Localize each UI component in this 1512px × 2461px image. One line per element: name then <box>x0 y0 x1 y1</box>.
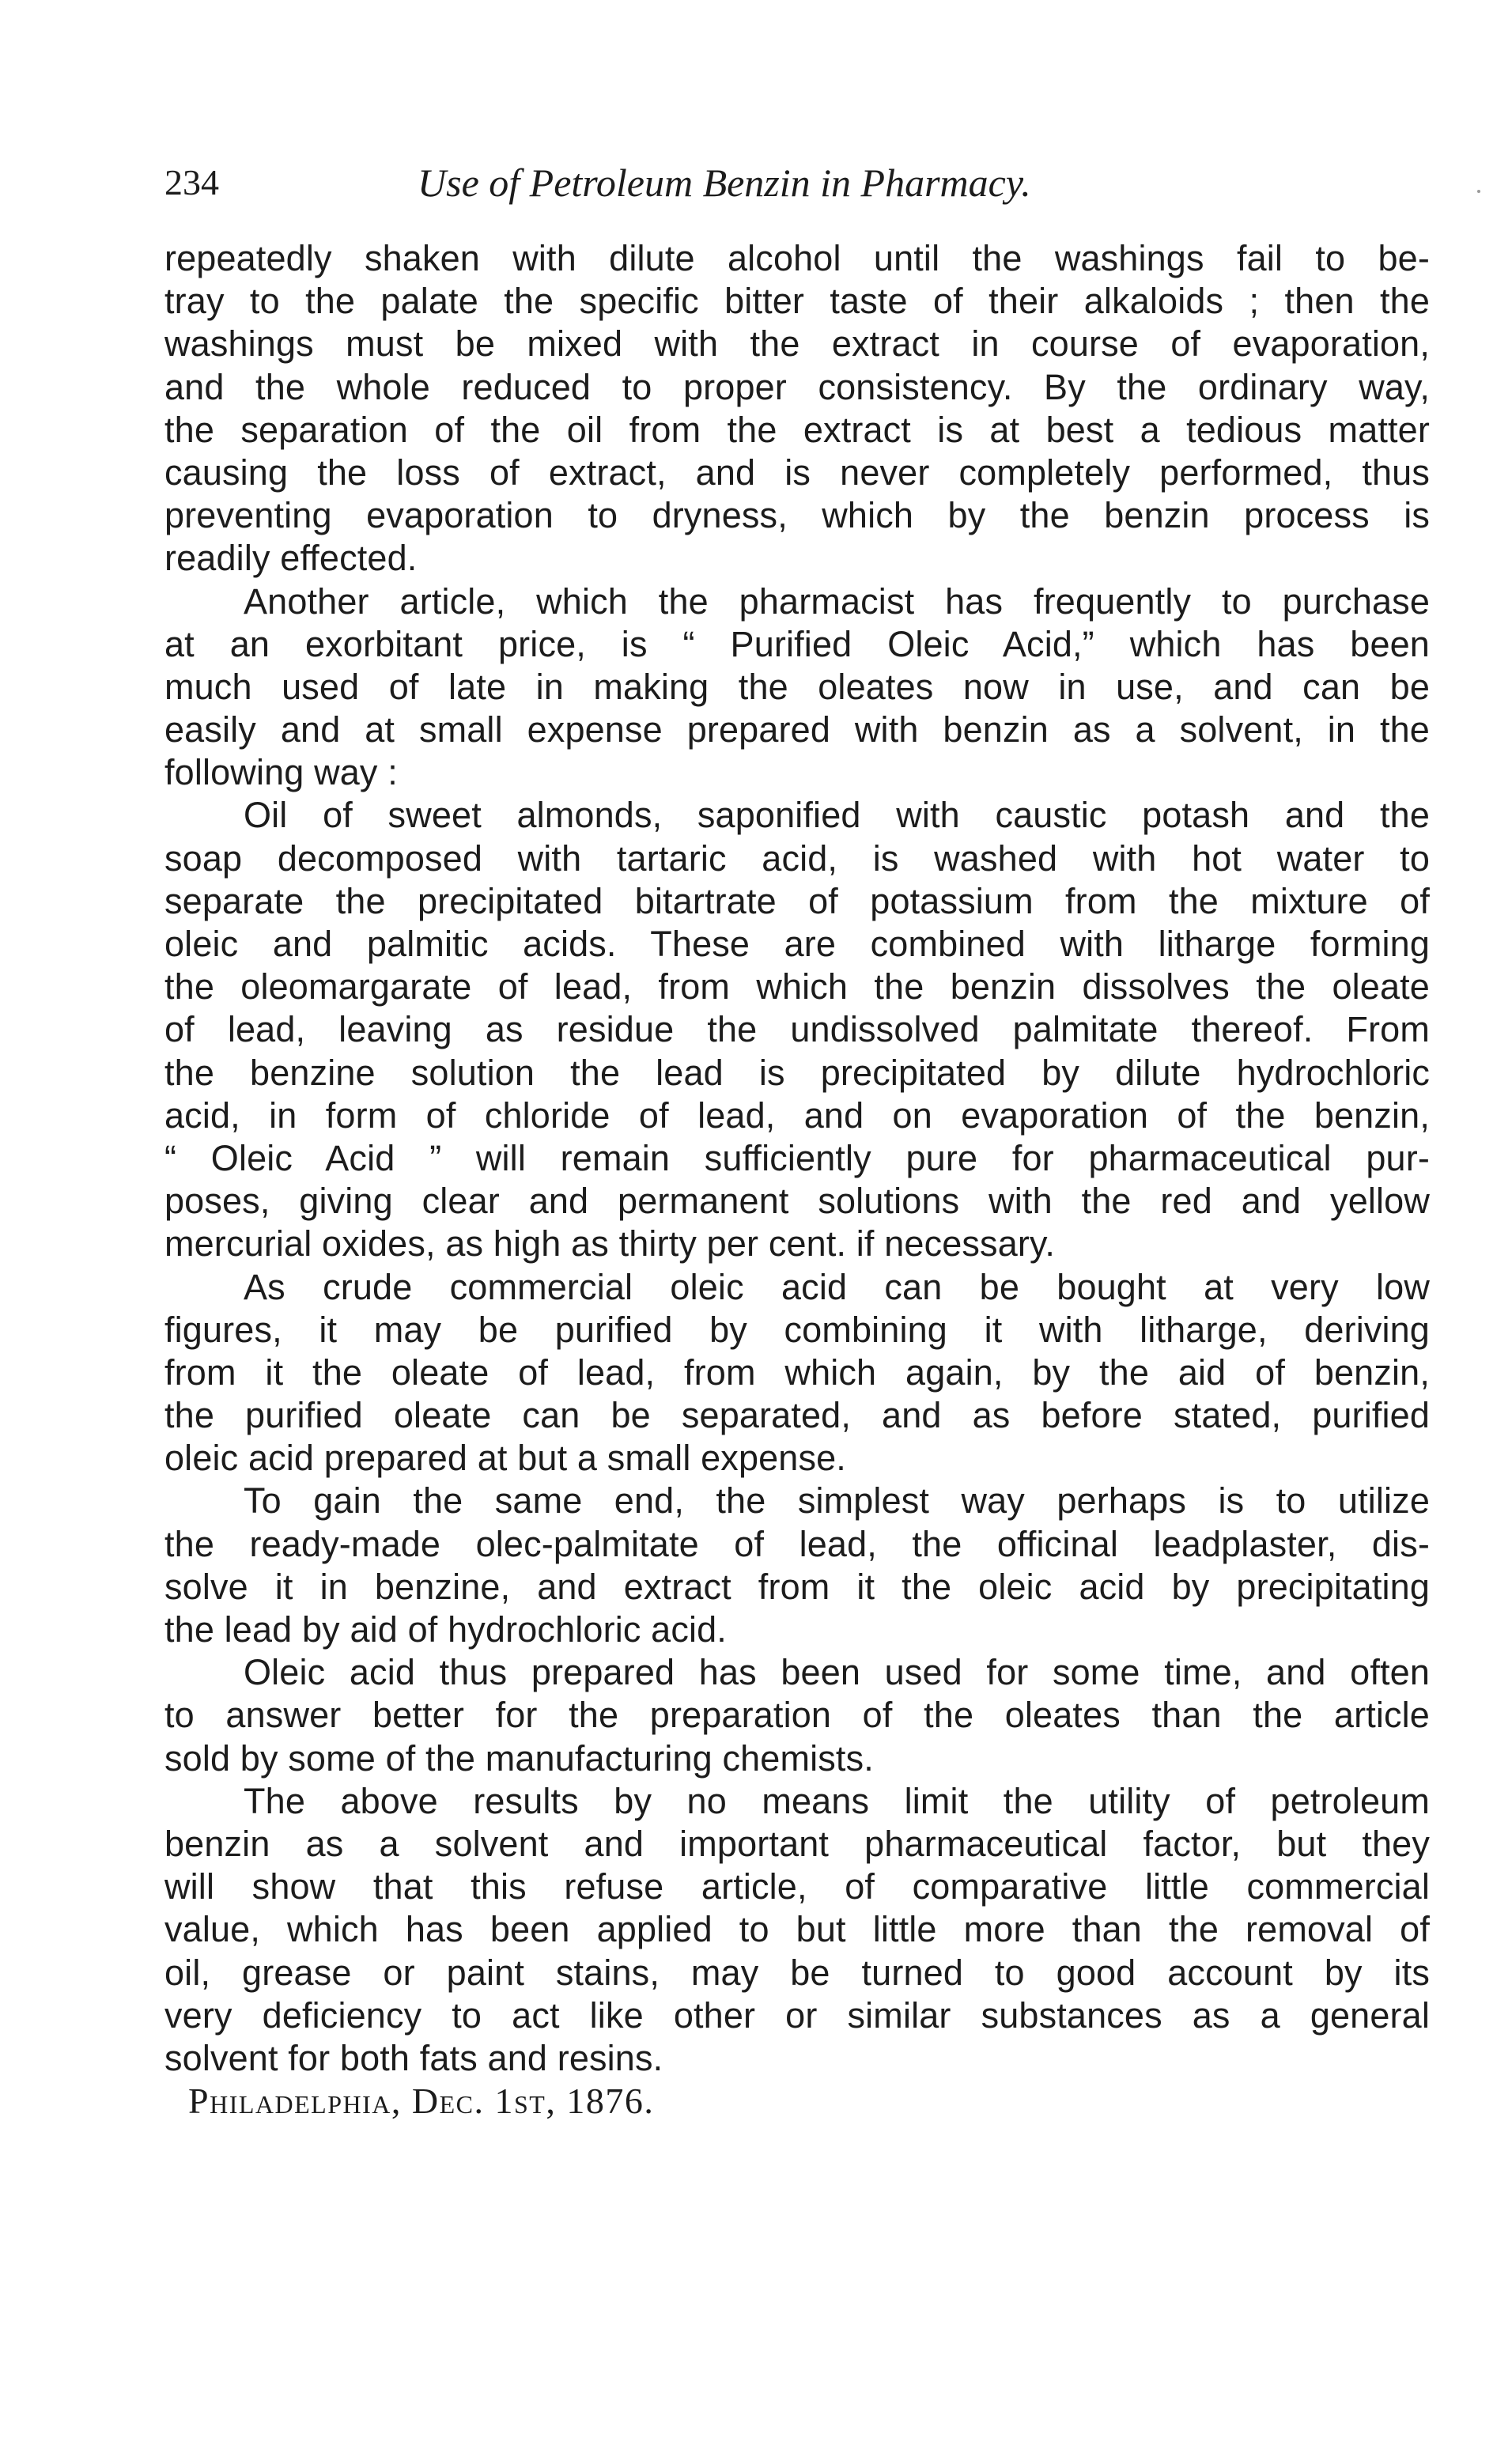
text-line: sold by some of the manufacturing chemists. <box>164 1737 874 1779</box>
text-line: will show that this refuse article, of comparative little commercial <box>164 1866 1430 1907</box>
text-line: repeatedly shaken with dilute alcohol until the washings fail to be- <box>164 238 1430 278</box>
paragraph <box>164 1780 1430 2080</box>
text-line: solvent for both fats and resins. <box>164 2037 663 2078</box>
text-line: readily effected. <box>164 538 418 579</box>
text-line: and the whole reduced to proper consistency. By the ordinary way, <box>164 366 1430 407</box>
text-line: the oleomargarate of lead, from which the benzin dissolves the oleate <box>164 966 1430 1007</box>
text-line: of lead, leaving as residue the undissolved palmitate thereof. From <box>164 1009 1430 1050</box>
paragraph <box>164 237 1430 580</box>
text-line: “ Oleic Acid ” will remain sufficiently pure for pharmaceutical pur- <box>164 1137 1430 1178</box>
text-line: the separation of the oil from the extract is at best a tedious matter <box>164 409 1430 450</box>
text-line: As crude commercial oleic acid can be bought at very low <box>244 1266 1430 1307</box>
text-line: The above results by no means limit the utility of petroleum <box>244 1780 1430 1821</box>
text-line: the purified oleate can be separated, and as before stated, purified <box>164 1395 1430 1436</box>
text-line: to answer better for the preparation of the oleates than the article <box>164 1695 1430 1736</box>
text-line: mercurial oxides, as high as thirty per cent. if necessary. <box>164 1223 1055 1265</box>
text-line: from it the oleate of lead, from which again, by the aid of benzin, <box>164 1351 1430 1393</box>
paragraph <box>164 1266 1430 1480</box>
paragraph <box>164 580 1430 795</box>
text-line: poses, giving clear and permanent solutions with the red and yellow <box>164 1181 1430 1222</box>
text-line: very deficiency to act like other or similar substances as a general <box>164 1994 1430 2036</box>
text-line: benzin as a solvent and important pharmaceutical factor, but they <box>164 1823 1430 1864</box>
margin-speck <box>1477 190 1480 193</box>
text-line: solve it in benzine, and extract from it the oleic acid by precipitating <box>164 1566 1430 1607</box>
dateline: Philadelphia, Dec. 1st, 1876. <box>188 2081 655 2122</box>
text-line: oil, grease or paint stains, may be turned to good account by its <box>164 1952 1430 1993</box>
text-line: Oleic acid thus prepared has been used for some time, and often <box>244 1652 1430 1693</box>
text-line: Another article, which the pharmacist has frequently to purchase <box>244 580 1430 622</box>
running-head <box>164 155 1193 210</box>
text-line: figures, it may be purified by combining it with litharge, deriving <box>164 1309 1430 1350</box>
paragraph <box>164 794 1430 1265</box>
text-line: acid, in form of chloride of lead, and on evaporation of the benzin, <box>164 1094 1430 1136</box>
running-title: Use of Petroleum Benzin in Pharmacy. <box>418 161 1031 205</box>
text-line: the ready-made olec-palmitate of lead, the officinal leadplaster, dis- <box>164 1523 1430 1564</box>
text-line: the benzine solution the lead is precipitated by dilute hydrochloric <box>164 1052 1430 1093</box>
text-line: preventing evaporation to dryness, which by the benzin process is <box>164 495 1430 536</box>
text-line: soap decomposed with tartaric acid, is washed with hot water to <box>164 837 1430 879</box>
text-line: oleic and palmitic acids. These are combined with litharge forming <box>164 924 1430 964</box>
text-line: separate the precipitated bitartrate of potassium from the mixture of <box>164 880 1430 921</box>
page-number: 234 <box>164 162 219 202</box>
text-line: at an exorbitant price, is “ Purified Oleic Acid,” which has been <box>164 623 1430 664</box>
text-line: much used of late in making the oleates now in use, and can be <box>164 666 1430 707</box>
text-line: easily and at small expense prepared with benzin as a solvent, in the <box>164 709 1430 750</box>
text-line: washings must be mixed with the extract in course of evaporation, <box>164 323 1430 365</box>
text-line: Oil of sweet almonds, saponified with caustic potash and the <box>244 795 1430 836</box>
text-line: following way : <box>164 752 398 793</box>
text-line: oleic acid prepared at but a small expense. <box>164 1438 846 1479</box>
text-line: To gain the same end, the simplest way perhaps is to utilize <box>244 1480 1430 1522</box>
text-line: value, which has been applied to but little more than the removal of <box>164 1909 1430 1950</box>
paragraph <box>164 1651 1430 1780</box>
paragraph <box>164 1480 1430 1651</box>
text-line: tray to the palate the specific bitter taste of their alkaloids ; then the <box>164 281 1430 322</box>
article-body <box>164 237 1430 2123</box>
text-line: causing the loss of extract, and is never completely performed, thus <box>164 452 1430 493</box>
text-line: the lead by aid of hydrochloric acid. <box>164 1609 727 1650</box>
